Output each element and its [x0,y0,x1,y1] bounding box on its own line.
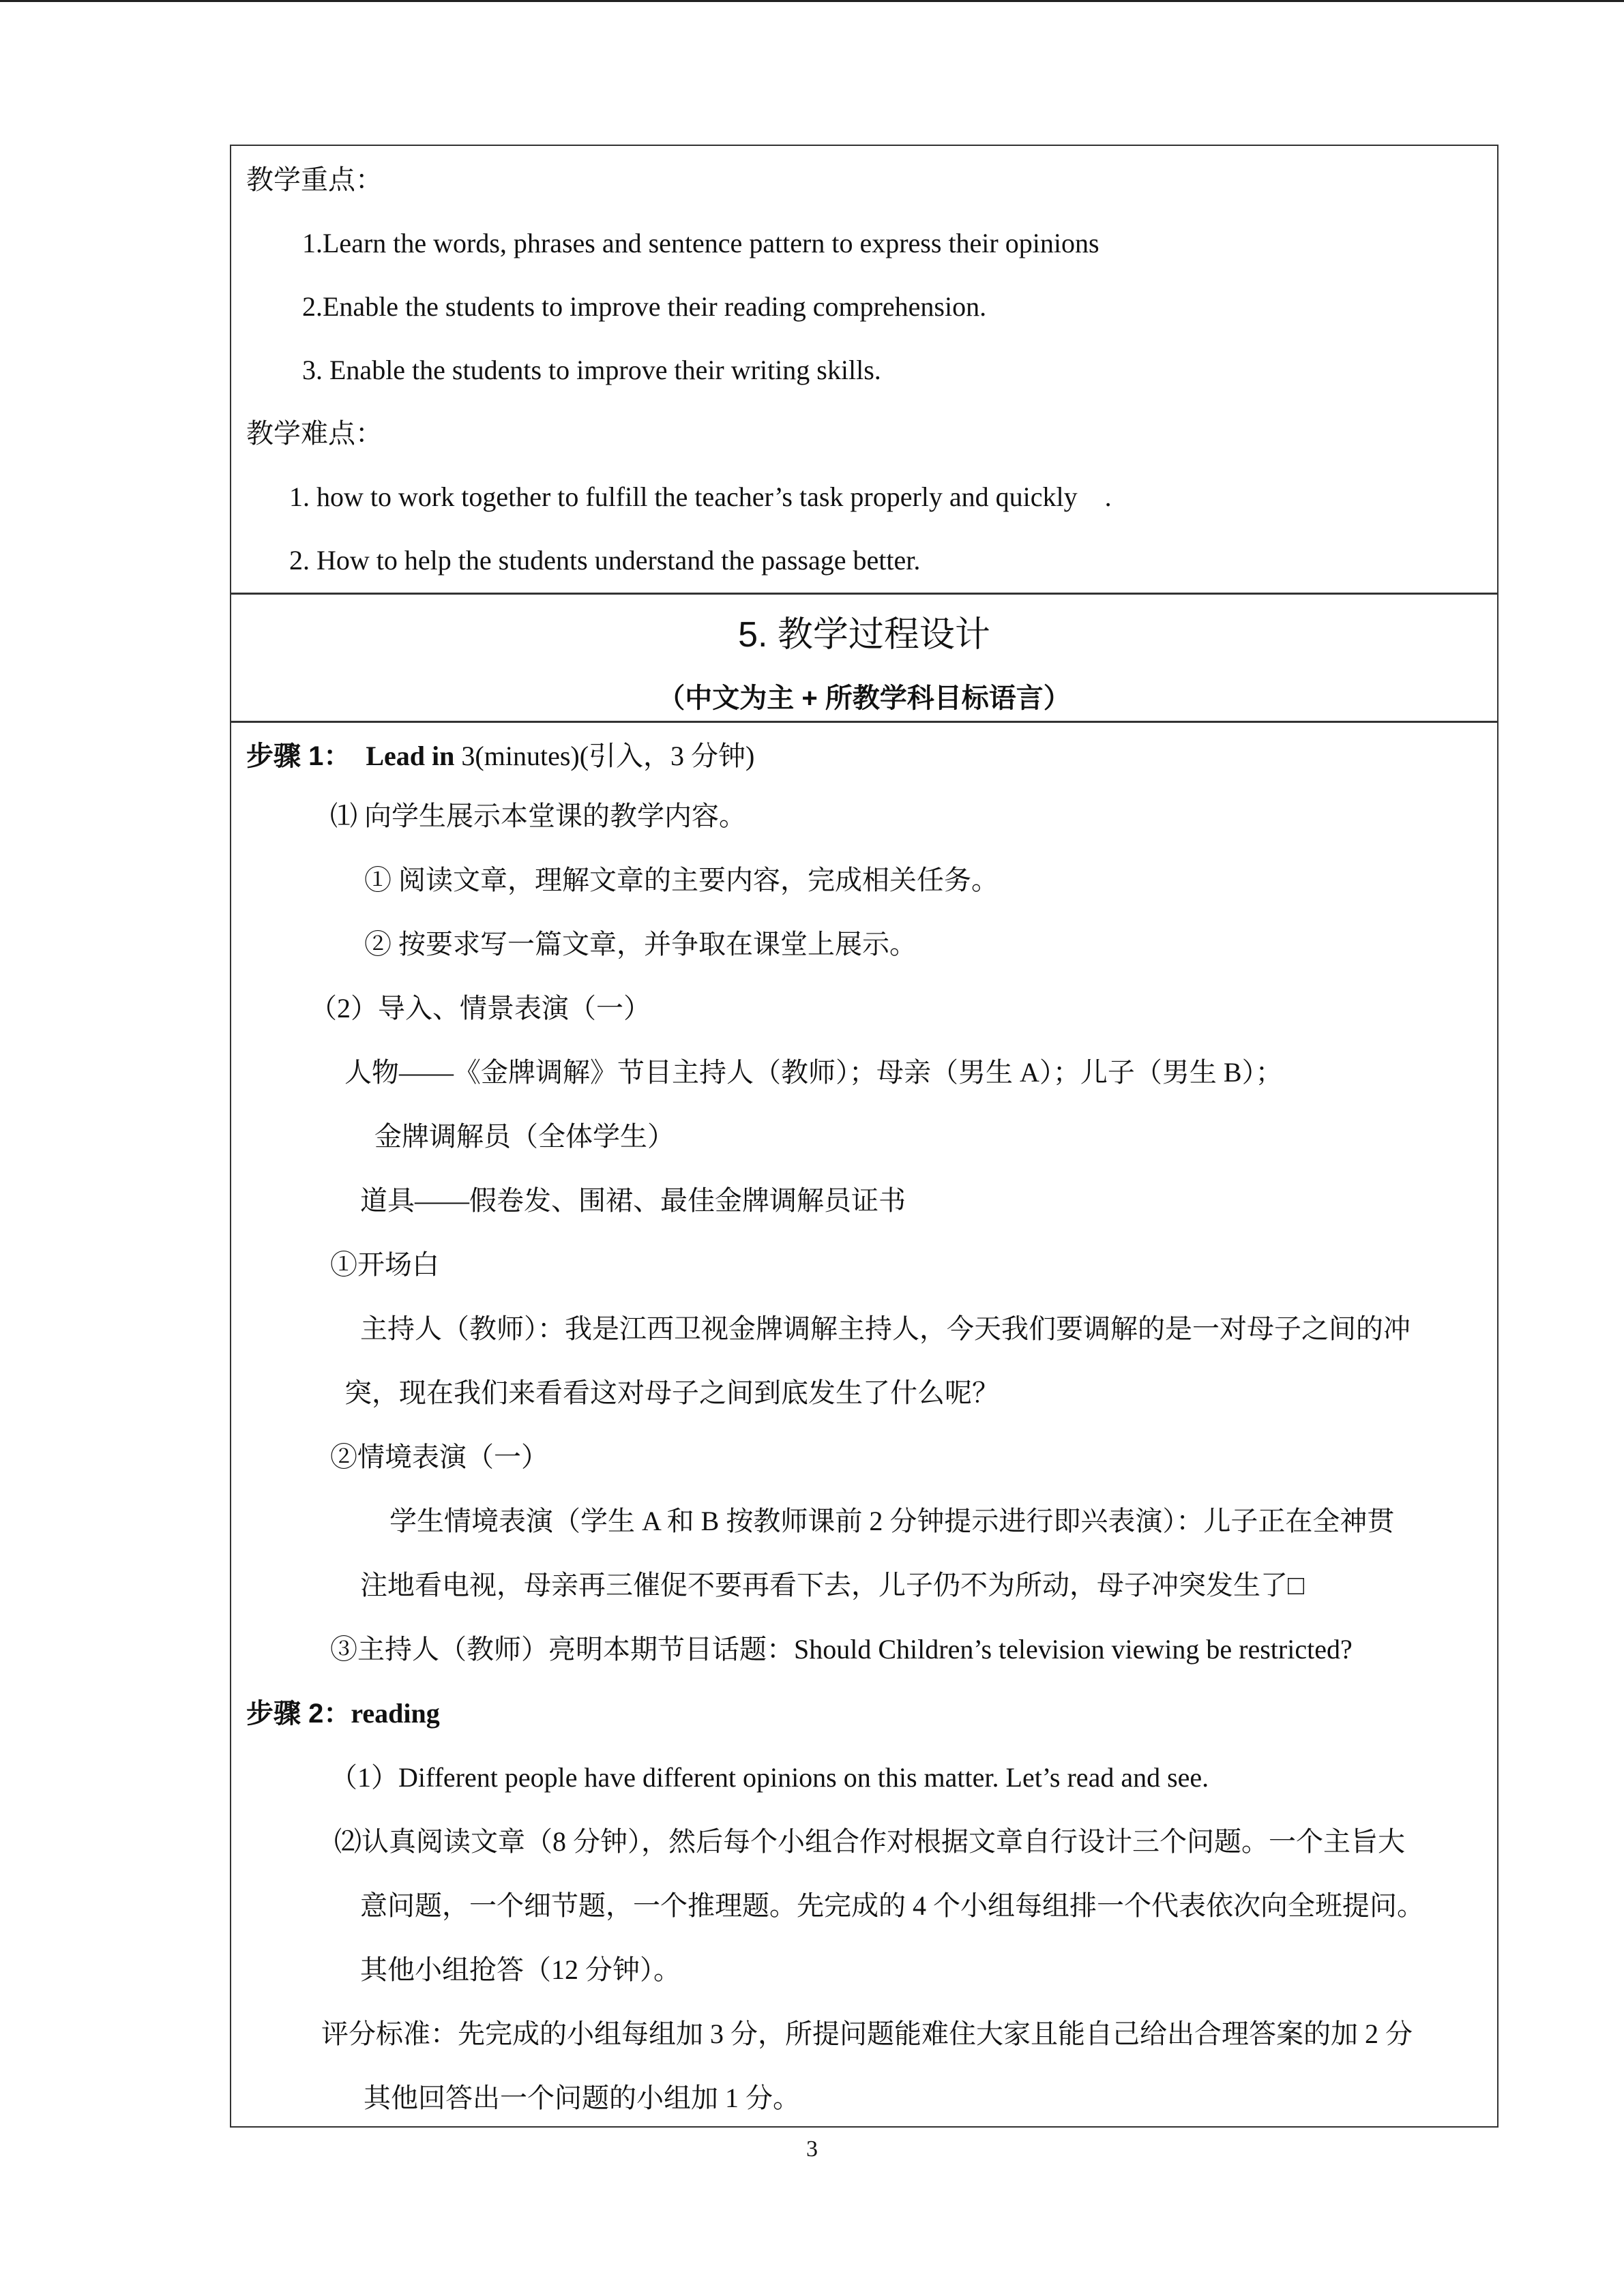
step2-line: 评分标准：先完成的小组每组加 3 分，所提问题能难住大家且能自己给出合理答案的加 2 分 [321,2018,1413,2049]
step1-line: 人物——《金牌调解》节目主持人（教师）；母亲（男生 A）；儿子（男生 B）； [344,1057,1283,1088]
step1-line: ③主持人（教师）亮明本期节目话题：Should Children’s television viewing be restricted? [330,1634,1353,1665]
top-border-line [0,0,1624,2]
step2-title: reading [351,1698,440,1729]
step1-line: ② 按要求写一篇文章，并争取在课堂上展示。 [364,929,917,959]
step1-line: ①开场白 [330,1249,439,1280]
difficult-points-label: 教学难点： [246,418,383,449]
step2-label: 步骤 2： [246,1699,351,1729]
table-divider [230,721,1498,723]
key-point-item: 2.Enable the students to improve their reading comprehension. [302,291,987,322]
section-title: 5. 教学过程设计 [738,615,990,655]
step2-line: 意问题，一个细节题，一个推理题。先完成的 4 个小组每组排一个代表依次向全班提问。 [360,1890,1424,1921]
step1-line: ②情境表演（一） [330,1442,548,1472]
step1-label: 步骤 1： [246,741,351,771]
step1-line: 学生情境表演（学生 A 和 B 按教师课前 2 分钟提示进行即兴表演）：儿子正在全神贯 [389,1506,1395,1536]
step1-duration: 3(minutes)(引入，3 分钟) [454,741,755,771]
step1-line: 突，现在我们来看看这对母子之间到底发生了什么呢？ [344,1377,999,1408]
step1-line: 金牌调解员（全体学生） [374,1121,675,1152]
key-point-item: 3. Enable the students to improve their writing skills. [302,355,881,385]
difficult-point-item: 1. how to work together to fulfill the teacher’s task properly and quickly . [289,481,1112,512]
difficult-point-item: 2. How to help the students understand the passage better. [289,545,921,576]
step1-line: 注地看电视，母亲再三催促不要再看下去，儿子仍不为所动，母子冲突发生了□ [360,1570,1305,1600]
key-point-item: 1.Learn the words, phrases and sentence pattern to express their opinions [302,228,1099,258]
key-points-label: 教学重点： [246,164,383,195]
step1-line: （2）导入、情景表演（一） [310,993,651,1024]
step2-line: ⑵认真阅读文章（8 分钟），然后每个小组合作对根据文章自行设计三个问题。一个主旨大 [334,1826,1405,1857]
step1-line: 主持人（教师）：我是江西卫视金牌调解主持人，今天我们要调解的是一对母子之间的冲 [360,1313,1411,1344]
page-number: 3 [806,2136,818,2162]
table-divider [230,593,1498,595]
step1-line: 道具——假卷发、围裙、最佳金牌调解员证书 [360,1185,906,1216]
step2-heading [246,1697,440,1730]
step1-line: ⑴ 向学生展示本堂课的教学内容。 [330,801,746,831]
step1-title: Lead in [366,741,455,771]
step2-line: 其他回答出一个问题的小组加 1 分。 [364,2083,800,2113]
step1-heading [246,740,754,773]
step2-line: （1）Different people have different opinions on this matter. Let’s read and see. [330,1762,1209,1793]
step2-line: 其他小组抢答（12 分钟）。 [360,1954,681,1985]
section-subtitle: （中文为主 + 所教学科目标语言） [658,683,1071,713]
step1-line: ① 阅读文章，理解文章的主要内容，完成相关任务。 [364,865,999,895]
